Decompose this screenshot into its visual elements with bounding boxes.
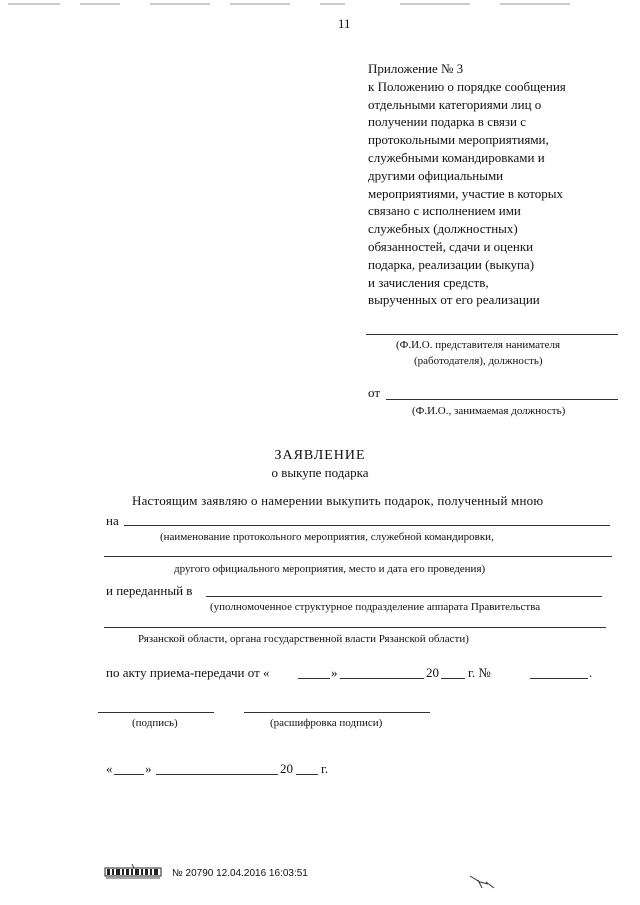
employer-caption-2: (работодателя), должность)	[414, 355, 543, 367]
barcode-icon	[104, 862, 162, 880]
appendix-header	[368, 60, 628, 309]
date-quote-close: »	[145, 761, 152, 776]
act-year-line[interactable]	[441, 678, 465, 679]
department-line-1[interactable]	[206, 596, 602, 597]
event-caption-1: (наименование протокольного мероприятия, служебной командировки,	[160, 531, 494, 543]
on-label: на	[106, 513, 119, 528]
signature-caption: (подпись)	[132, 717, 178, 729]
intro-text: Настоящим заявляю о намерении выкупить подарок, полученный мною	[132, 493, 544, 508]
scan-noise-top	[0, 0, 640, 8]
scan-mark-icon	[468, 872, 498, 892]
act-number-line[interactable]	[530, 678, 588, 679]
date-year-prefix: 20	[280, 761, 293, 776]
act-day-line[interactable]	[298, 678, 330, 679]
appendix-line: получении подарка в связи с	[368, 114, 527, 130]
event-caption-2: другого официального мероприятия, место и дата его проведения)	[174, 563, 486, 575]
appendix-line: Приложение № 3	[368, 61, 464, 76]
document-title: ЗАЯВЛЕНИЕ	[274, 448, 366, 463]
act-year-prefix: 20	[426, 665, 439, 680]
event-name-line-2[interactable]	[104, 556, 612, 557]
appendix-line: протокольными мероприятиями,	[368, 132, 549, 148]
appendix-line: служебных (должностных)	[368, 221, 518, 237]
act-year-suffix: г. №	[468, 665, 491, 680]
appendix-line: служебными командировками и	[368, 149, 545, 165]
appendix-line: обязанностей, сдачи и оценки	[368, 238, 534, 254]
act-prefix: по акту приема-передачи от «	[106, 665, 270, 680]
appendix-line: к Положению о порядке сообщения	[368, 78, 566, 94]
act-month-line[interactable]	[340, 678, 424, 679]
applicant-name-line[interactable]	[386, 399, 618, 400]
department-caption-2: Рязанской области, органа государственной власти Рязанской области)	[138, 633, 469, 645]
appendix-line: подарка, реализации (выкупа)	[368, 256, 535, 272]
appendix-line: мероприятиями, участие в которых	[368, 185, 564, 201]
event-name-line-1[interactable]	[124, 525, 610, 526]
applicant-caption: (Ф.И.О., занимаемая должность)	[412, 405, 566, 417]
signature-decode-line[interactable]	[244, 712, 430, 713]
date-day-line[interactable]	[114, 774, 144, 775]
appendix-line: и зачисления средств,	[368, 274, 489, 290]
signature-line[interactable]	[98, 712, 214, 713]
act-quote-close: »	[331, 665, 338, 680]
department-line-2[interactable]	[104, 627, 606, 628]
signature-decode-caption: (расшифровка подписи)	[270, 717, 383, 729]
document-subtitle: о выкупе подарка	[271, 465, 369, 480]
act-end: .	[589, 665, 593, 680]
appendix-line: другими официальными	[368, 167, 504, 183]
registration-stamp: № 20790 12.04.2016 16:03:51	[172, 868, 308, 879]
appendix-line: связано с исполнением ими	[368, 203, 521, 219]
date-year-suffix: г.	[321, 761, 329, 776]
from-label: от	[368, 385, 381, 400]
department-caption-1: (уполномоченное структурное подразделение аппарата Правительства	[210, 601, 541, 613]
appendix-line: отдельными категориями лиц о	[368, 96, 542, 112]
employer-caption-1: (Ф.И.О. представителя нанимателя	[396, 339, 561, 351]
date-quote-open: «	[106, 761, 113, 776]
date-year-line[interactable]	[296, 774, 318, 775]
date-month-line[interactable]	[156, 774, 278, 775]
transferred-label: и переданный в	[106, 583, 193, 598]
employer-name-line[interactable]	[366, 334, 618, 335]
page-number: 11	[338, 16, 351, 31]
appendix-line: вырученных от его реализации	[368, 292, 540, 308]
